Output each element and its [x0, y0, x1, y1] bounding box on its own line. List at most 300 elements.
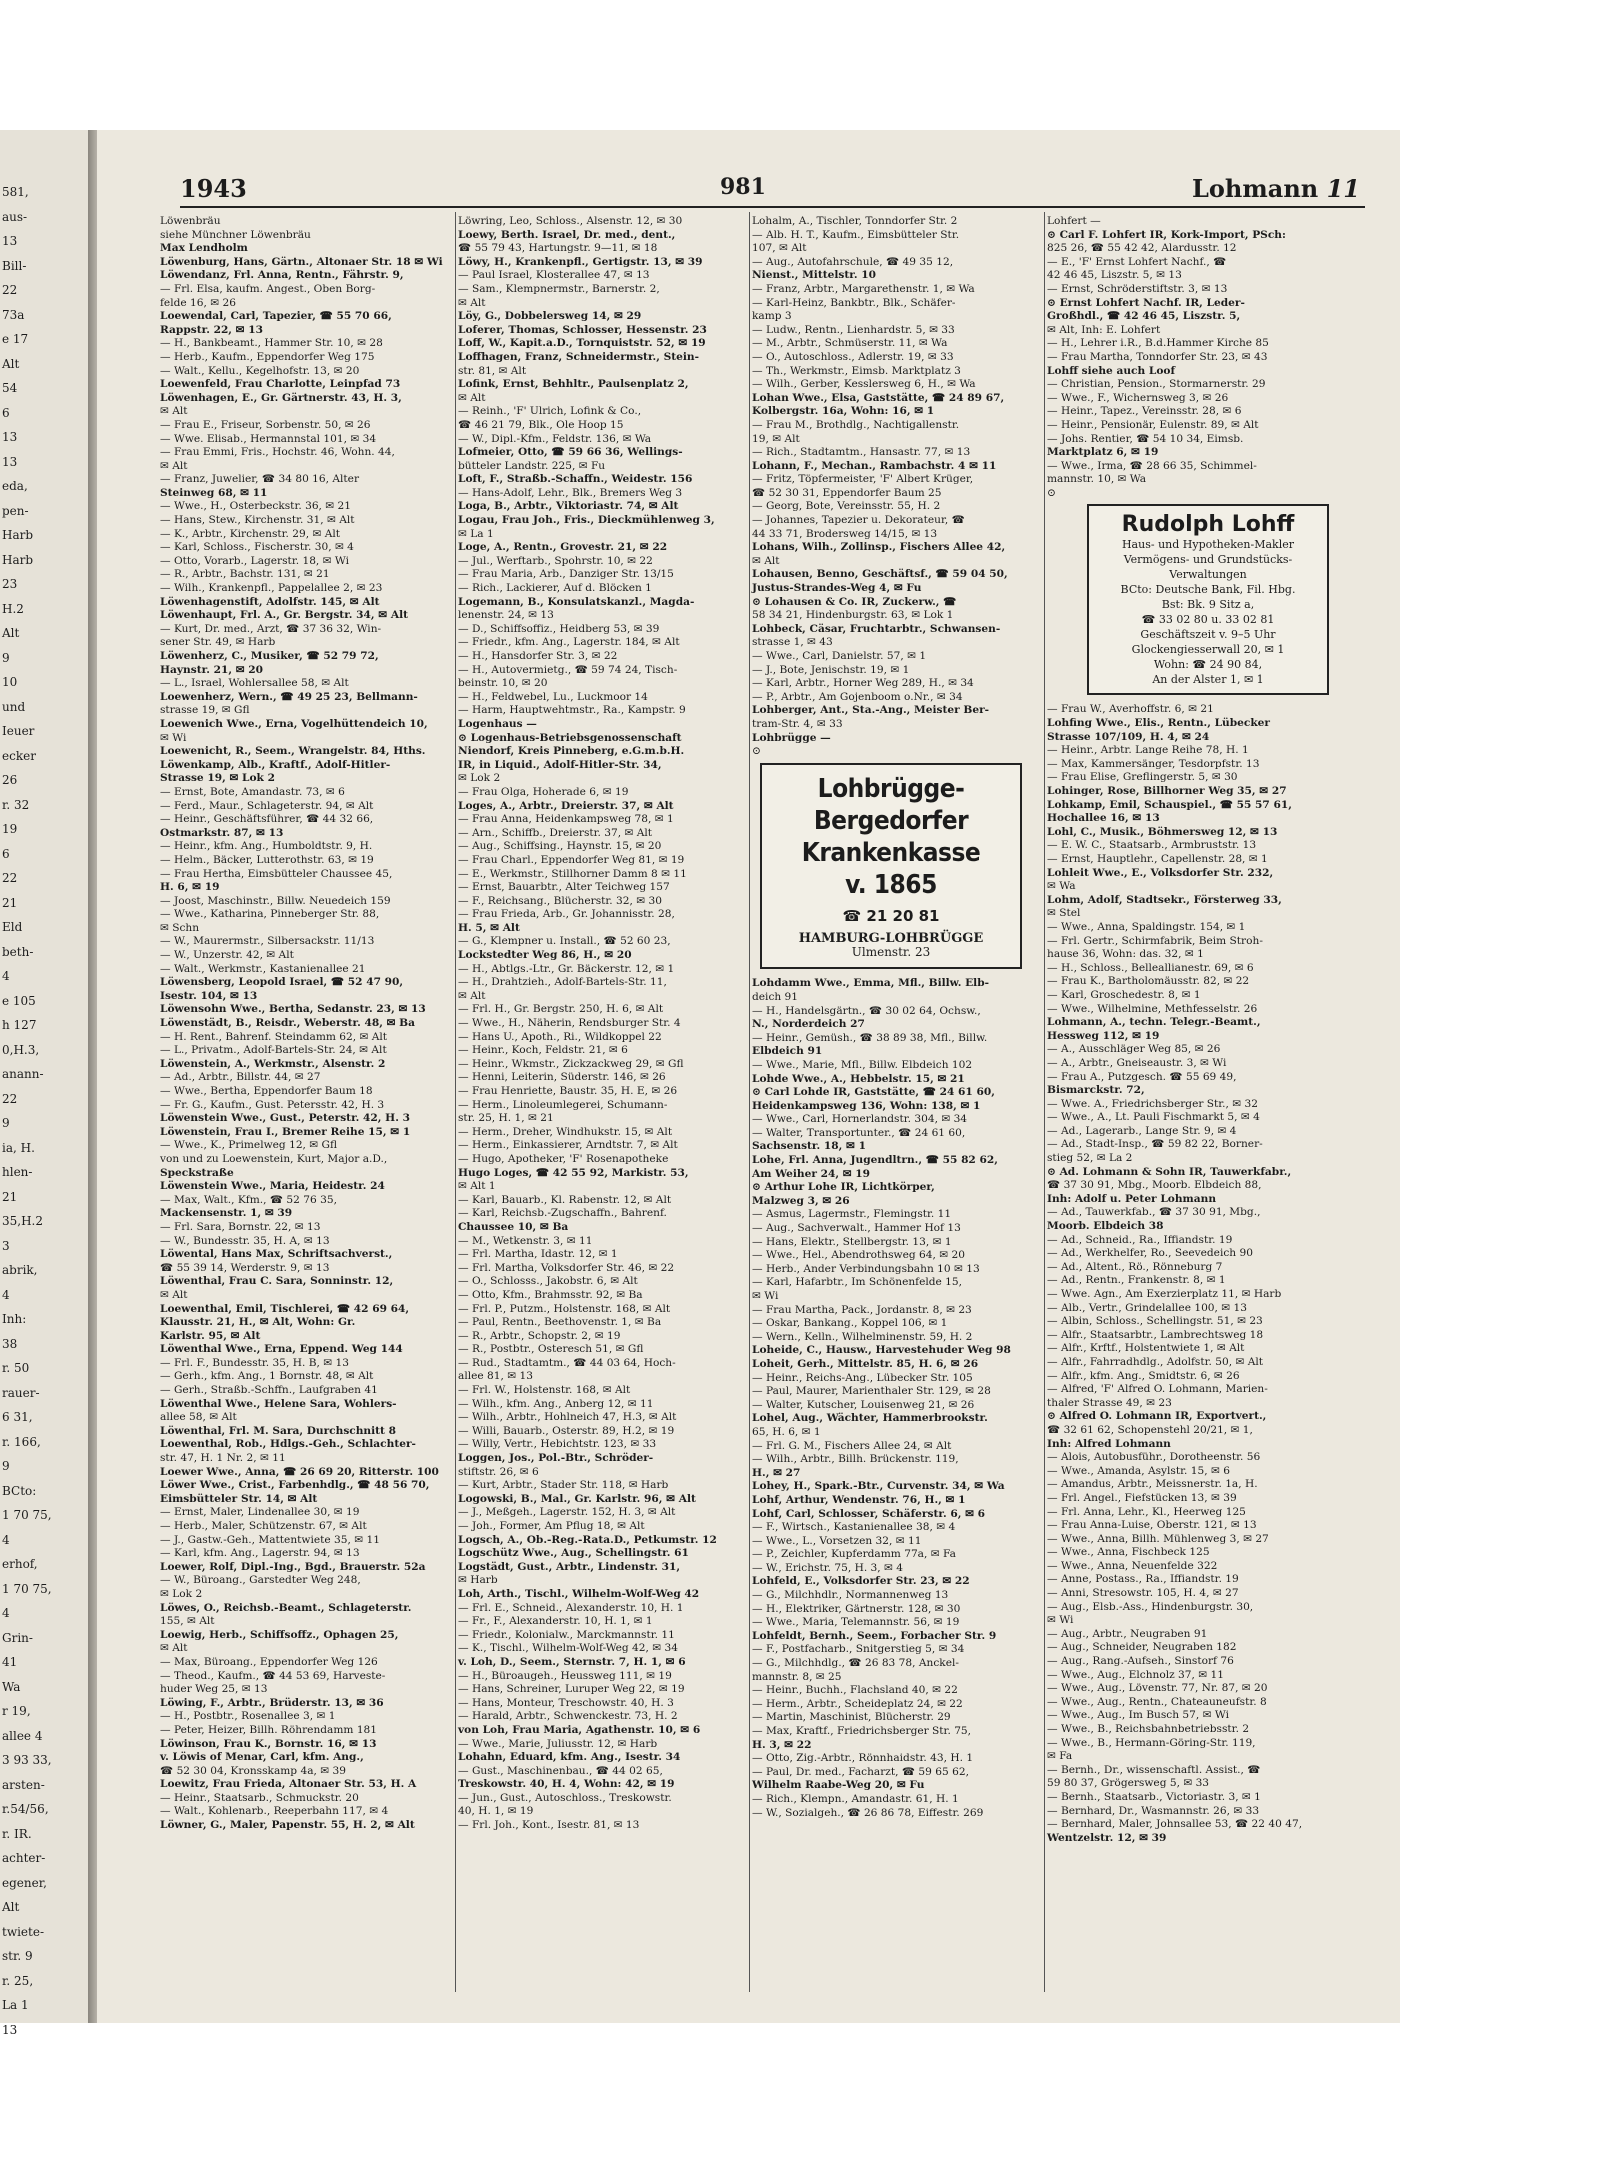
- directory-entry-line: — Ad., Schneid., Ra., Iffiandstr. 19: [1047, 1233, 1233, 1246]
- directory-entry-line: — H., Autovermietg., ☎ 59 74 24, Tisch-: [458, 663, 678, 676]
- directory-entry-line: — Henni, Leiterin, Süderstr. 146, ✉ 26: [458, 1071, 666, 1084]
- directory-entry-line: 65, H. 6, ✉ 1: [752, 1425, 821, 1438]
- directory-entry-line: — Herm., Linoleumlegerei, Schumann-: [458, 1098, 668, 1111]
- directory-entry-line: Loffhagen, Franz, Schneidermstr., Stein-: [458, 350, 700, 363]
- directory-entry-line: Lohl, C., Musik., Böhmersweg 12, ✉ 13: [1047, 825, 1278, 838]
- facing-page-text: abrik,: [2, 1263, 38, 1277]
- directory-entry-line: — Hans, Schreiner, Luruper Weg 22, ✉ 19: [458, 1683, 685, 1696]
- directory-entry-line: — Karl, Hafarbtr., Im Schönenfelde 15,: [752, 1276, 963, 1289]
- facing-page-text: 4: [2, 969, 10, 983]
- directory-entry-line: ✉ Fa: [1047, 1750, 1073, 1763]
- directory-entry-line: Lofmeier, Otto, ☎ 59 66 36, Wellings-: [458, 446, 683, 459]
- directory-entry-line: — H. Rent., Bahrenf. Steindamm 62, ✉ Alt: [160, 1030, 388, 1043]
- directory-entry-line: — Heinr., Buchh., Flachsland 40, ✉ 22: [752, 1684, 958, 1697]
- directory-entry-line: — F., Wirtsch., Kastanienallee 38, ✉ 4: [752, 1521, 956, 1534]
- ad-title-line: Lohbrügge-: [817, 773, 965, 804]
- directory-entry-line: — Heinr., kfm. Ang., Humboldtstr. 9, H.: [160, 840, 373, 853]
- directory-entry-line: — L., Privatm., Adolf-Bartels-Str. 24, ✉ Alt: [160, 1044, 387, 1057]
- facing-page-text: 13: [2, 454, 18, 469]
- facing-page-text: r. 50: [2, 1361, 30, 1375]
- directory-entry-line: — Wwe., K., Primelweg 12, ✉ Gfl: [160, 1139, 338, 1152]
- facing-page-text: 21: [2, 1189, 18, 1204]
- directory-entry-line: 59 80 37, Grögersweg 5, ✉ 33: [1047, 1777, 1210, 1790]
- facing-page-text: pen-: [2, 503, 29, 518]
- directory-entry-line: — Walt., Kohlenarb., Reeperbahn 117, ✉ 4: [160, 1805, 389, 1818]
- directory-entry-line: Lohleit Wwe., E., Volksdorfer Str. 232,: [1047, 866, 1274, 879]
- facing-page-text: 13: [2, 2022, 18, 2037]
- directory-entry-line: ☎ 55 39 14, Werderstr. 9, ✉ 13: [160, 1261, 330, 1274]
- directory-entry-line: — Herm., Dreher, Windhukstr. 15, ✉ Alt: [458, 1125, 673, 1138]
- entries-column-3: [752, 215, 1030, 1820]
- directory-entry-line: — Wwe., Aug., Im Busch 57, ✉ Wi: [1047, 1709, 1229, 1722]
- directory-entry-line: ✉ Alt: [752, 554, 780, 567]
- directory-entry-line: Lohfert —: [1047, 215, 1101, 227]
- directory-entry-line: Karlstr. 95, ✉ Alt: [160, 1329, 261, 1342]
- directory-entry-line: — Hans, Stew., Kirchenstr. 31, ✉ Alt: [160, 514, 355, 527]
- directory-entry-line: 42 46 45, Liszstr. 5, ✉ 13: [1047, 269, 1182, 282]
- directory-entry-line: Lohel, Aug., Wächter, Hammerbrookstr.: [752, 1412, 988, 1425]
- directory-entry-line: ⊙ Ad. Lohmann & Sohn IR, Tauwerkfabr.,: [1047, 1165, 1292, 1178]
- directory-entry-line: 44 33 71, Brodersweg 14/15, ✉ 13: [752, 527, 938, 540]
- directory-entry-line: Loewendal, Carl, Tapezier, ☎ 55 70 66,: [160, 310, 392, 323]
- directory-entry-line: H. 3, ✉ 22: [752, 1738, 812, 1751]
- directory-entry-line: — Max, Büroang., Eppendorfer Weg 126: [160, 1655, 378, 1668]
- directory-entry-line: — Frl. H., Gr. Bergstr. 250, H. 6, ✉ Alt: [458, 1003, 664, 1016]
- directory-entry-line: — Anne, Postass., Ra., Iffiandstr. 19: [1047, 1573, 1239, 1586]
- facing-page-text: str. 9: [2, 1949, 33, 1963]
- directory-entry-line: — Frl. P., Putzm., Holstenstr. 168, ✉ Alt: [458, 1302, 671, 1315]
- directory-entry-line: — Johs. Rentier, ☎ 54 10 34, Eimsb.: [1047, 432, 1244, 445]
- directory-entry-line: — H., Bankbeamt., Hammer Str. 10, ✉ 28: [160, 337, 383, 350]
- facing-page-text: Ieuer: [2, 724, 35, 738]
- directory-entry-line: — Frl. Martha, Volksdorfer Str. 46, ✉ 22: [458, 1261, 675, 1274]
- directory-entry-line: ✉ Alt: [458, 989, 486, 1002]
- directory-entry-line: Logsch, A., Ob.-Reg.-Rata.D., Petkumstr. 12: [458, 1533, 717, 1546]
- directory-entry-line: — Heinr., Wkmstr., Zickzackweg 29, ✉ Gfl: [458, 1057, 684, 1070]
- directory-entry-line: Löy, G., Dobbelersweg 14, ✉ 29: [458, 310, 642, 323]
- facing-page-text: 38: [2, 1336, 18, 1351]
- directory-entry-line: — Wwe., Anna, Spaldingstr. 154, ✉ 1: [1047, 920, 1246, 933]
- directory-entry-line: Lofink, Ernst, Behhltr., Paulsenplatz 2,: [458, 378, 689, 391]
- directory-entry-line: Löwenherz, C., Musiker, ☎ 52 79 72,: [160, 650, 379, 662]
- facing-page-text: 54: [2, 381, 18, 395]
- directory-entry-line: — Rud., Stadtamtm., ☎ 44 03 64, Hoch-: [458, 1356, 676, 1369]
- directory-entry-line: von Loh, Frau Maria, Agathenstr. 10, ✉ 6: [458, 1723, 701, 1736]
- directory-entry-line: — Alfr., Staatsarbtr., Lambrechtsweg 18: [1047, 1328, 1264, 1341]
- directory-entry-line: Heidenkampsweg 136, Wohn: 138, ✉ 1: [752, 1099, 981, 1112]
- directory-entry-line: hause 36, Wohn: das. 32, ✉ 1: [1047, 948, 1204, 961]
- directory-entry-line: — A., Ausschläger Weg 85, ✉ 26: [1047, 1043, 1221, 1056]
- directory-entry-line: — Rich., Lackierer, Auf d. Blöcken 1: [458, 582, 652, 595]
- directory-entry-line: — Herm., Arbtr., Scheideplatz 24, ✉ 22: [752, 1697, 963, 1710]
- directory-entry-line: ✉ Lok 2: [458, 772, 501, 785]
- facing-page-text: 9: [2, 650, 10, 665]
- facing-page-text: r. 166,: [2, 1434, 41, 1449]
- facing-page-text: r. IR.: [2, 1826, 32, 1841]
- directory-entry-line: — Peter, Heizer, Billh. Röhrendamm 181: [160, 1723, 378, 1736]
- directory-entry-line: ⊙ Arthur Lohe IR, Lichtkörper,: [752, 1181, 935, 1194]
- directory-entry-line: — Ad., Tauwerkfab., ☎ 37 30 91, Mbg.,: [1047, 1206, 1261, 1219]
- facing-page-text: 23: [2, 577, 18, 591]
- directory-entry-line: ✉ Alt: [160, 405, 188, 418]
- directory-entry-line: bütteler Landstr. 225, ✉ Fu: [458, 459, 606, 472]
- directory-entry-line: — Walter, Transportunter., ☎ 24 61 60,: [752, 1126, 966, 1139]
- directory-entry-line: — H., Drahtzieh., Adolf-Bartels-Str. 11,: [458, 976, 667, 989]
- directory-entry-line: str. 81, ✉ Alt: [458, 364, 527, 377]
- facing-page-text: Grin-: [2, 1630, 33, 1645]
- directory-entry-line: kamp 3: [752, 310, 792, 323]
- directory-entry-line: — Hans, Elektr., Stellbergstr. 13, ✉ 1: [752, 1235, 952, 1248]
- directory-entry-line: str. 47, H. 1 Nr. 2, ✉ 11: [160, 1452, 286, 1465]
- directory-entry-line: Kolbergstr. 16a, Wohn: 16, ✉ 1: [752, 405, 935, 418]
- directory-entry-line: Löwinson, Frau K., Bornstr. 16, ✉ 13: [160, 1737, 377, 1750]
- directory-entry-line: Marktplatz 6, ✉ 19: [1047, 446, 1159, 459]
- directory-entry-line: — Willy, Vertr., Hebichtstr. 123, ✉ 33: [458, 1438, 657, 1451]
- directory-entry-line: — H., Hansdorfer Str. 3, ✉ 22: [458, 650, 618, 662]
- page-running-head: Lohmann 11: [1192, 174, 1360, 203]
- directory-entry-line: — Frau A., Putzgesch. ☎ 55 69 49,: [1047, 1070, 1237, 1083]
- directory-entry-line: — Paul, Dr. med., Facharzt, ☎ 59 65 62,: [752, 1765, 969, 1778]
- directory-entry-line: — Ernst, Schröderstiftstr. 3, ✉ 13: [1047, 282, 1228, 295]
- directory-entry-line: ⊙ Lohausen & Co. IR, Zuckerw., ☎: [752, 595, 957, 608]
- directory-entry-line: Moorb. Elbdeich 38: [1047, 1220, 1164, 1233]
- directory-entry-line: — Wilh., kfm. Ang., Anberg 12, ✉ 11: [458, 1397, 654, 1410]
- directory-entry-line: Löwenstein Wwe., Maria, Heidestr. 24: [160, 1180, 385, 1193]
- directory-entry-line: — W., Unzerstr. 42, ✉ Alt: [160, 949, 294, 962]
- directory-entry-line: Lohde Wwe., A., Hebbelstr. 15, ✉ 21: [752, 1072, 965, 1085]
- directory-entry-line: — Ad., Lagerarb., Lange Str. 9, ✉ 4: [1047, 1124, 1237, 1137]
- directory-entry-line: Elbdeich 91: [752, 1045, 823, 1058]
- directory-entry-line: Löwes, O., Reichsb.-Beamt., Schlageterstr.: [160, 1601, 412, 1614]
- directory-entry-line: — Aug., Schiffsing., Haynstr. 15, ✉ 20: [458, 840, 662, 853]
- directory-entry-line: felde 16, ✉ 26: [160, 296, 236, 309]
- directory-entry-line: — Wwe., Maria, Telemannstr. 56, ✉ 19: [752, 1616, 960, 1629]
- page-header: [180, 174, 1360, 208]
- facing-page-text: e 105: [2, 993, 36, 1008]
- directory-entry-line: — Heinr., Reichs-Ang., Lübecker Str. 105: [752, 1371, 973, 1384]
- facing-page-text: h 127: [2, 1018, 37, 1032]
- directory-entry-line: — G., Milchhdlr., Normannenweg 13: [752, 1589, 949, 1602]
- directory-entry-line: H. 6, ✉ 19: [160, 881, 220, 894]
- directory-entry-line: — Joost, Maschinstr., Billw. Neuedeich 159: [160, 894, 391, 907]
- directory-entry-line: — Anni, Stresowstr. 105, H. 4, ✉ 27: [1047, 1587, 1239, 1600]
- directory-entry-line: 155, ✉ Alt: [160, 1615, 215, 1628]
- directory-entry-line: — Bernhard, Maler, Johnsallee 53, ☎ 22 40 47,: [1047, 1818, 1303, 1831]
- directory-entry-line: Hessweg 112, ✉ 19: [1047, 1029, 1160, 1042]
- directory-entry-line: — Wwe., Carl, Hornerlandstr. 304, ✉ 34: [752, 1113, 968, 1126]
- directory-entry-line: — J., Meßgeh., Lagerstr. 152, H. 3, ✉ Alt: [458, 1506, 676, 1519]
- facing-page-text: 9: [2, 1459, 10, 1473]
- directory-entry-line: — E., Werkmstr., Stillhorner Damm 8 ✉ 11: [458, 867, 687, 880]
- directory-entry-line: — Ernst, Bauarbtr., Alter Teichweg 157: [458, 881, 670, 894]
- directory-entry-line: — Wern., Kelln., Wilhelminenstr. 59, H. 2: [752, 1330, 973, 1343]
- directory-entry-line: Klausstr. 21, H., ✉ Alt, Wohn: Gr.: [160, 1316, 356, 1329]
- directory-entry-line: — Wwe., Irma, ☎ 28 66 35, Schimmel-: [1047, 459, 1257, 472]
- directory-entry-line: — K., Arbtr., Kirchenstr. 29, ✉ Alt: [160, 527, 341, 540]
- directory-entry-line: — G., Milchhdlg., ☎ 26 83 78, Anckel-: [752, 1657, 959, 1670]
- directory-entry-line: — Bernhard, Dr., Wasmannstr. 26, ✉ 33: [1047, 1804, 1260, 1817]
- directory-entry-line: Löwing, F., Arbtr., Brüderstr. 13, ✉ 36: [160, 1696, 384, 1709]
- directory-entry-line: ☎ 37 30 91, Mbg., Moorb. Elbdeich 88,: [1047, 1179, 1262, 1192]
- directory-entry-line: — W., Bundesstr. 35, H. A, ✉ 13: [160, 1234, 330, 1247]
- directory-entry-line: Wentzelstr. 12, ✉ 39: [1047, 1831, 1167, 1844]
- directory-entry-line: — Alfred, 'F' Alfred O. Lohmann, Marien-: [1047, 1383, 1268, 1396]
- directory-entry-line: strasse 19, ✉ Gfl: [160, 704, 250, 717]
- directory-entry-line: — Herm., Einkassierer, Arndtstr. 7, ✉ Alt: [458, 1139, 678, 1152]
- directory-entry-line: Loferer, Thomas, Schlosser, Hessenstr. 23: [458, 323, 707, 336]
- directory-entry-line: — L., Israel, Wohlersallee 58, ✉ Alt: [160, 677, 349, 690]
- directory-entry-line: — Ad., Altent., Rö., Rönneburg 7: [1047, 1260, 1223, 1273]
- facing-page-text: e 17: [2, 332, 29, 346]
- directory-entry-line: — Wwe., A., Lt. Pauli Fischmarkt 5, ✉ 4: [1047, 1111, 1260, 1124]
- directory-entry-line: — Rich., Klempn., Amandastr. 61, H. 1: [752, 1792, 959, 1805]
- directory-entry-line: — Franz, Juwelier, ☎ 34 80 16, Alter: [160, 473, 360, 486]
- facing-page-text: 9: [2, 1116, 10, 1130]
- facing-page-text: 10: [2, 675, 18, 689]
- directory-entry-line: Lockstedter Weg 86, H., ✉ 20: [458, 949, 632, 962]
- directory-entry-line: Loff, W., Kapit.a.D., Tornquiststr. 52, ✉ 19: [458, 337, 706, 350]
- directory-entry-line: Hugo Loges, ☎ 42 55 92, Markistr. 53,: [458, 1166, 689, 1179]
- facing-page-text: 1 70 75,: [2, 1508, 52, 1522]
- directory-entry-line: — Georg, Bote, Vereinsstr. 55, H. 2: [752, 500, 941, 513]
- directory-entry-line: — Max, Walt., Kfm., ☎ 52 76 35,: [160, 1193, 337, 1206]
- directory-entry-line: Loewenich Wwe., Erna, Vogelhüttendeich 10,: [160, 717, 428, 730]
- directory-entry-line: — W., Erichstr. 75, H. 3, ✉ 4: [752, 1561, 904, 1574]
- directory-entry-line: — Aug., Rang.-Aufseh., Sinstorf 76: [1047, 1655, 1234, 1668]
- directory-entry-line: — Wwe., Amanda, Asylstr. 15, ✉ 6: [1047, 1464, 1230, 1477]
- directory-entry-line: Löwenburg, Hans, Gärtn., Altonaer Str. 18 ✉ Wi: [160, 255, 443, 268]
- directory-entry-line: Großhdl., ☎ 42 46 45, Liszstr. 5,: [1047, 310, 1241, 323]
- directory-entry-line: ⊙ Alfred O. Lohmann IR, Exportvert.,: [1047, 1410, 1267, 1423]
- directory-entry-line: — Wwe. A., Friedrichsberger Str., ✉ 32: [1047, 1097, 1259, 1110]
- directory-entry-line: Logemann, B., Konsulatskanzl., Magda-: [458, 595, 695, 608]
- directory-entry-line: — Frau Elise, Greflingerstr. 5, ✉ 30: [1047, 771, 1238, 784]
- directory-entry-line: ✉ Alt 1: [458, 1180, 496, 1193]
- directory-entry-line: Mackensenstr. 1, ✉ 39: [160, 1207, 293, 1220]
- directory-entry-line: Loewitz, Frau Frieda, Altonaer Str. 53, H. A: [160, 1778, 417, 1791]
- directory-entry-line: Lohans, Wilh., Zollinsp., Fischers Allee 42,: [752, 541, 1006, 554]
- directory-entry-line: — Aug., Schneider, Neugraben 182: [1047, 1641, 1237, 1654]
- directory-entry-line: — Frl. G. M., Fischers Allee 24, ✉ Alt: [752, 1439, 952, 1452]
- directory-entry-line: — H., Handelsgärtn., ☎ 30 02 64, Ochsw.,: [752, 1004, 981, 1017]
- directory-entry-line: — Wwe., H., Näherin, Rendsburger Str. 4: [458, 1017, 681, 1030]
- directory-entry-line: — Frau Maria, Arb., Danziger Str. 13/15: [458, 568, 674, 581]
- directory-entry-line: — Wwe., H., Osterbeckstr. 36, ✉ 21: [160, 500, 352, 513]
- directory-entry-line: — Aug., Elsb.-Ass., Hindenburgstr. 30,: [1047, 1600, 1254, 1613]
- directory-entry-line: — Gerh., Straßb.-Schffn., Laufgraben 41: [160, 1384, 378, 1397]
- directory-entry-line: N., Norderdeich 27: [752, 1018, 865, 1031]
- directory-entry-line: v. Löwis of Menar, Carl, kfm. Ang.,: [160, 1751, 364, 1764]
- directory-entry-line: — Hans-Adolf, Lehr., Blk., Bremers Weg 3: [458, 486, 683, 499]
- directory-entry-line: — Frau Frieda, Arb., Gr. Johannisstr. 28,: [458, 908, 675, 921]
- facing-page-text: arsten-: [2, 1777, 45, 1792]
- directory-entry-line: — Gust., Maschinenbau., ☎ 44 02 65,: [458, 1764, 663, 1777]
- directory-entry-line: — Jul., Werftarb., Spohrstr. 10, ✉ 22: [458, 554, 653, 567]
- directory-entry-line: — Reinh., 'F' Ulrich, Lofink & Co.,: [458, 405, 642, 418]
- directory-entry-line: — Fritz, Töpfermeister, 'F' Albert Krüger,: [752, 473, 974, 486]
- directory-entry-line: — Heinr., Geschäftsführer, ☎ 44 32 66,: [160, 813, 374, 826]
- directory-entry-line: ✉ Wa: [1047, 880, 1076, 893]
- directory-entry-line: 107, ✉ Alt: [752, 242, 807, 255]
- facing-page-text: 3: [2, 1238, 10, 1253]
- directory-entry-line: Loewenicht, R., Seem., Wrangelstr. 84, Hths.: [160, 745, 426, 758]
- directory-entry-line: — Oskar, Bankang., Koppel 106, ✉ 1: [752, 1317, 948, 1330]
- directory-entry-line: — W., Maurermstr., Silbersackstr. 11/13: [160, 935, 375, 948]
- directory-entry-line: stieg 52, ✉ La 2: [1047, 1152, 1133, 1165]
- directory-entry-line: Nienst., Mittelstr. 10: [752, 269, 876, 282]
- facing-page-text: und: [2, 699, 26, 714]
- facing-page-text: beth-: [2, 944, 34, 959]
- directory-entry-line: — Alfr., Fahrradhdlg., Adolfstr. 50, ✉ Alt: [1047, 1355, 1263, 1368]
- directory-entry-line: Löwer Wwe., Crist., Farbenhdlg., ☎ 48 56 70,: [160, 1479, 430, 1492]
- directory-entry-line: — Max, Kammersänger, Tesdorpfstr. 13: [1047, 757, 1260, 770]
- directory-entry-line: ✉ Alt, Inh: E. Lohfert: [1047, 323, 1161, 336]
- directory-entry-line: ☎ 52 30 31, Eppendorfer Baum 25: [752, 486, 942, 499]
- directory-entry-line: — Aug., Sachverwalt., Hammer Hof 13: [752, 1222, 961, 1235]
- facing-page-text: 73a: [2, 307, 25, 322]
- directory-entry-line: — Alb. H. T., Kaufm., Eimsbütteler Str.: [752, 228, 960, 241]
- directory-entry-line: — Gerh., kfm. Ang., 1 Bornstr. 48, ✉ Alt: [160, 1370, 374, 1383]
- directory-entry-line: — M., Arbtr., Schmüserstr. 11, ✉ Wa: [752, 337, 948, 350]
- directory-entry-line: ✉ Alt: [160, 459, 188, 472]
- directory-entry-line: — K., Tischl., Wilhelm-Wolf-Weg 42, ✉ 34: [458, 1642, 678, 1655]
- directory-entry-line: — Arn., Schiffb., Dreierstr. 37, ✉ Alt: [458, 826, 653, 839]
- directory-entry-line: — Ernst, Hauptlehr., Capellenstr. 28, ✉ 1: [1047, 853, 1268, 865]
- facing-page-text: Wa: [2, 1679, 21, 1694]
- directory-entry-line: — Franz, Arbtr., Margarethenstr. 1, ✉ Wa: [752, 282, 975, 295]
- facing-page-text: 35,H.2: [2, 1214, 43, 1228]
- directory-entry-line: — Kurt, Dr. med., Arzt, ☎ 37 36 32, Win-: [160, 622, 382, 635]
- entries-column-4: [1047, 215, 1337, 1845]
- directory-entry-line: — Frl. Joh., Kont., Isestr. 81, ✉ 13: [458, 1819, 640, 1832]
- directory-entry-line: Löwenthal, Frau C. Sara, Sonninstr. 12,: [160, 1275, 394, 1288]
- directory-entry-line: Loewenherz, Wern., ☎ 49 25 23, Bellmann-: [160, 690, 418, 703]
- facing-page-text: erhof,: [2, 1557, 38, 1571]
- directory-entry-line: Rappstr. 22, ✉ 13: [160, 323, 263, 336]
- facing-page-text: Inh:: [2, 1312, 27, 1326]
- directory-entry-line: — Wwe., B., Reichsbahnbetriebsstr. 2: [1047, 1723, 1250, 1735]
- directory-entry-line: — Frl. Martha, Idastr. 12, ✉ 1: [458, 1248, 618, 1261]
- directory-entry-line: — G., Klempner u. Install., ☎ 52 60 23,: [458, 935, 671, 948]
- directory-entry-line: Löwenhagenstift, Adolfstr. 145, ✉ Alt: [160, 595, 380, 608]
- directory-entry-line: Lohf, Carl, Schlosser, Schäferstr. 6, ✉ 6: [752, 1507, 986, 1520]
- directory-entry-line: — Frl. Gertr., Schirmfabrik, Beim Stroh-: [1047, 934, 1263, 947]
- directory-entry-line: Loewenthal, Emil, Tischlerei, ☎ 42 69 64,: [160, 1302, 410, 1315]
- directory-entry-line: — Jun., Gust., Autoschloss., Treskowstr.: [458, 1791, 672, 1804]
- facing-page-text: 6: [2, 405, 10, 420]
- directory-entry-line: — Rich., Stadtamtm., Hansastr. 77, ✉ 13: [752, 446, 971, 459]
- directory-entry-line: str. 25, H. 1, ✉ 21: [458, 1112, 554, 1125]
- facing-page-text: Bill-: [2, 258, 27, 273]
- facing-page-text: 4: [2, 1532, 10, 1547]
- directory-entry-line: — Walter, Kutscher, Louisenweg 21, ✉ 26: [752, 1398, 975, 1411]
- directory-entry-line: — Paul, Rentn., Beethovenstr. 1, ✉ Ba: [458, 1316, 662, 1329]
- directory-entry-line: — Otto, Zig.-Arbtr., Rönnhaidstr. 43, H. 1: [752, 1752, 974, 1765]
- directory-entry-line: — Ad., Arbtr., Billstr. 44, ✉ 27: [160, 1071, 321, 1084]
- directory-entry-line: — H., Büroaugeh., Heussweg 111, ✉ 19: [458, 1669, 672, 1682]
- directory-entry-line: — Christian, Pension., Stormarnerstr. 29: [1047, 378, 1266, 391]
- facing-page-text: aus-: [2, 209, 28, 224]
- directory-entry-line: lenenstr. 24, ✉ 13: [458, 609, 554, 622]
- facing-page-text: eda,: [2, 479, 28, 493]
- lohbruegge-krankenkasse-ad: [760, 763, 1022, 970]
- directory-entry-line: — Ludw., Rentn., Lienhardstr. 5, ✉ 33: [752, 323, 955, 336]
- facing-page-text: Harb: [2, 528, 34, 542]
- directory-entry-line: — Frl. Elsa, kaufm. Angest., Oben Borg-: [160, 282, 376, 295]
- facing-page-text: anann-: [2, 1067, 44, 1081]
- directory-entry-line: — Alb., Vertr., Grindelallee 100, ✉ 13: [1047, 1301, 1248, 1314]
- directory-entry-line: — Wwe., B., Hermann-Göring-Str. 119,: [1047, 1736, 1256, 1749]
- directory-entry-line: — Wwe., Anna, Billh. Mühlenweg 3, ✉ 27: [1047, 1532, 1269, 1545]
- directory-entry-line: ⊙ Ernst Lohfert Nachf. IR, Leder-: [1047, 296, 1245, 309]
- directory-entry-line: ✉ Alt: [458, 391, 486, 404]
- directory-entry-line: — Frl. Sara, Bornstr. 22, ✉ 13: [160, 1220, 321, 1233]
- directory-entry-line: Steinweg 68, ✉ 11: [160, 486, 268, 499]
- directory-entry-line: — J., Bote, Jenischstr. 19, ✉ 1: [752, 663, 910, 676]
- directory-entry-line: — Otto, Vorarb., Lagerstr. 18, ✉ Wi: [160, 554, 349, 567]
- directory-entry-line: Logschütz Wwe., Aug., Schellingstr. 61: [458, 1547, 689, 1560]
- directory-entry-line: Lohff siehe auch Loof: [1047, 364, 1176, 377]
- directory-entry-line: — Walt., Kellu., Kegelhofstr. 13, ✉ 20: [160, 364, 360, 377]
- directory-entry-line: — Friedr., kfm. Ang., Lagerstr. 184, ✉ Alt: [458, 636, 680, 649]
- directory-entry-line: — Wilh., Gerber, Kesslersweg 6, H., ✉ Wa: [752, 378, 976, 391]
- facing-page-text: egener,: [2, 1875, 47, 1890]
- facing-page-text: ecker: [2, 748, 36, 763]
- directory-entry-line: — Frau Charl., Eppendorfer Weg 81, ✉ 19: [458, 853, 685, 866]
- directory-entry-line: Lohfeldt, Bernh., Seem., Forbacher Str. 9: [752, 1629, 997, 1642]
- directory-entry-line: v. Loh, D., Seem., Sternstr. 7, H. 1, ✉ 6: [458, 1655, 686, 1668]
- directory-entry-line: — Walt., Werkmstr., Kastanienallee 21: [160, 962, 366, 975]
- directory-entry-line: — Karl, Arbtr., Horner Weg 289, H., ✉ 34: [752, 677, 974, 690]
- directory-entry-line: Lohan Wwe., Elsa, Gaststätte, ☎ 24 89 67,: [752, 391, 1005, 404]
- directory-entry-line: mannstr. 10, ✉ Wa: [1047, 473, 1147, 486]
- directory-entry-line: — Kurt, Arbtr., Stader Str. 118, ✉ Harb: [458, 1479, 669, 1492]
- directory-entry-line: — Herb., Maler, Schützenstr. 67, ✉ Alt: [160, 1520, 367, 1532]
- directory-entry-line: — Heinr., Staatsarb., Schmuckstr. 20: [160, 1791, 359, 1804]
- directory-entry-line: ⊙: [1047, 486, 1056, 499]
- directory-entry-line: — D., Schiffsoffiz., Heidberg 53, ✉ 39: [458, 622, 660, 635]
- directory-entry-line: Löwensberg, Leopold Israel, ☎ 52 47 90,: [160, 976, 404, 989]
- directory-entry-line: Inh: Alfred Lohmann: [1047, 1437, 1171, 1450]
- directory-entry-line: — P., Zeichler, Kupferdamm 77a, ✉ Fa: [752, 1548, 956, 1561]
- directory-entry-line: deich 91: [752, 990, 799, 1003]
- directory-entry-line: ☎ 52 30 04, Kronsskamp 4a, ✉ 39: [160, 1764, 346, 1777]
- directory-entry-line: ☎ 55 79 43, Hartungstr. 9—11, ✉ 18: [458, 242, 658, 255]
- directory-entry-line: ✉ Lok 2: [160, 1587, 203, 1600]
- directory-entry-line: Loewer Wwe., Anna, ☎ 26 69 20, Ritterstr. 100: [160, 1465, 439, 1478]
- facing-page-text: 41: [2, 1655, 18, 1669]
- directory-entry-line: — Frau Martha, Pack., Jordanstr. 8, ✉ 23: [752, 1303, 972, 1316]
- directory-entry-line: Löwring, Leo, Schloss., Alsenstr. 12, ✉ 30: [458, 215, 683, 227]
- directory-entry-line: — W., Sozialgeh., ☎ 26 86 78, Eiffestr. 269: [752, 1806, 984, 1819]
- directory-entry-line: ✉ Wi: [1047, 1614, 1074, 1627]
- column-divider: [455, 212, 456, 1992]
- directory-entry-line: Bismarckstr. 72,: [1047, 1084, 1145, 1097]
- directory-entry-line: — Alfr., Krftf., Holstentwiete 1, ✉ Alt: [1047, 1342, 1245, 1355]
- directory-entry-line: — H., Elektriker, Gärtnerstr. 128, ✉ 30: [752, 1602, 961, 1615]
- directory-entry-line: — Frau Emmi, Fris., Hochstr. 46, Wohn. 44,: [160, 446, 395, 459]
- directory-entry-line: — Frau Anna, Heidenkampsweg 78, ✉ 1: [458, 813, 674, 826]
- directory-entry-line: — Paul, Maurer, Marienthaler Str. 129, ✉ 28: [752, 1385, 991, 1398]
- directory-entry-line: — Harm, Hauptwehtmstr., Ra., Kampstr. 9: [458, 704, 686, 717]
- directory-entry-line: — Wilh., Arbtr., Billh. Brückenstr. 119,: [752, 1453, 959, 1466]
- directory-entry-line: — Wwe., Bertha, Eppendorfer Baum 18: [160, 1085, 373, 1097]
- directory-entry-line: Lohalm, A., Tischler, Tonndorfer Str. 2: [752, 215, 958, 227]
- facing-page-text: BCto:: [2, 1483, 37, 1498]
- directory-entry-line: — Herb., Ander Verbindungsbahn 10 ✉ 13: [752, 1262, 980, 1275]
- directory-entry-line: — Otto, Kfm., Brahmsstr. 92, ✉ Ba: [458, 1288, 643, 1301]
- directory-entry-line: — Frl. Angel., Fiefstücken 13, ✉ 39: [1047, 1491, 1237, 1504]
